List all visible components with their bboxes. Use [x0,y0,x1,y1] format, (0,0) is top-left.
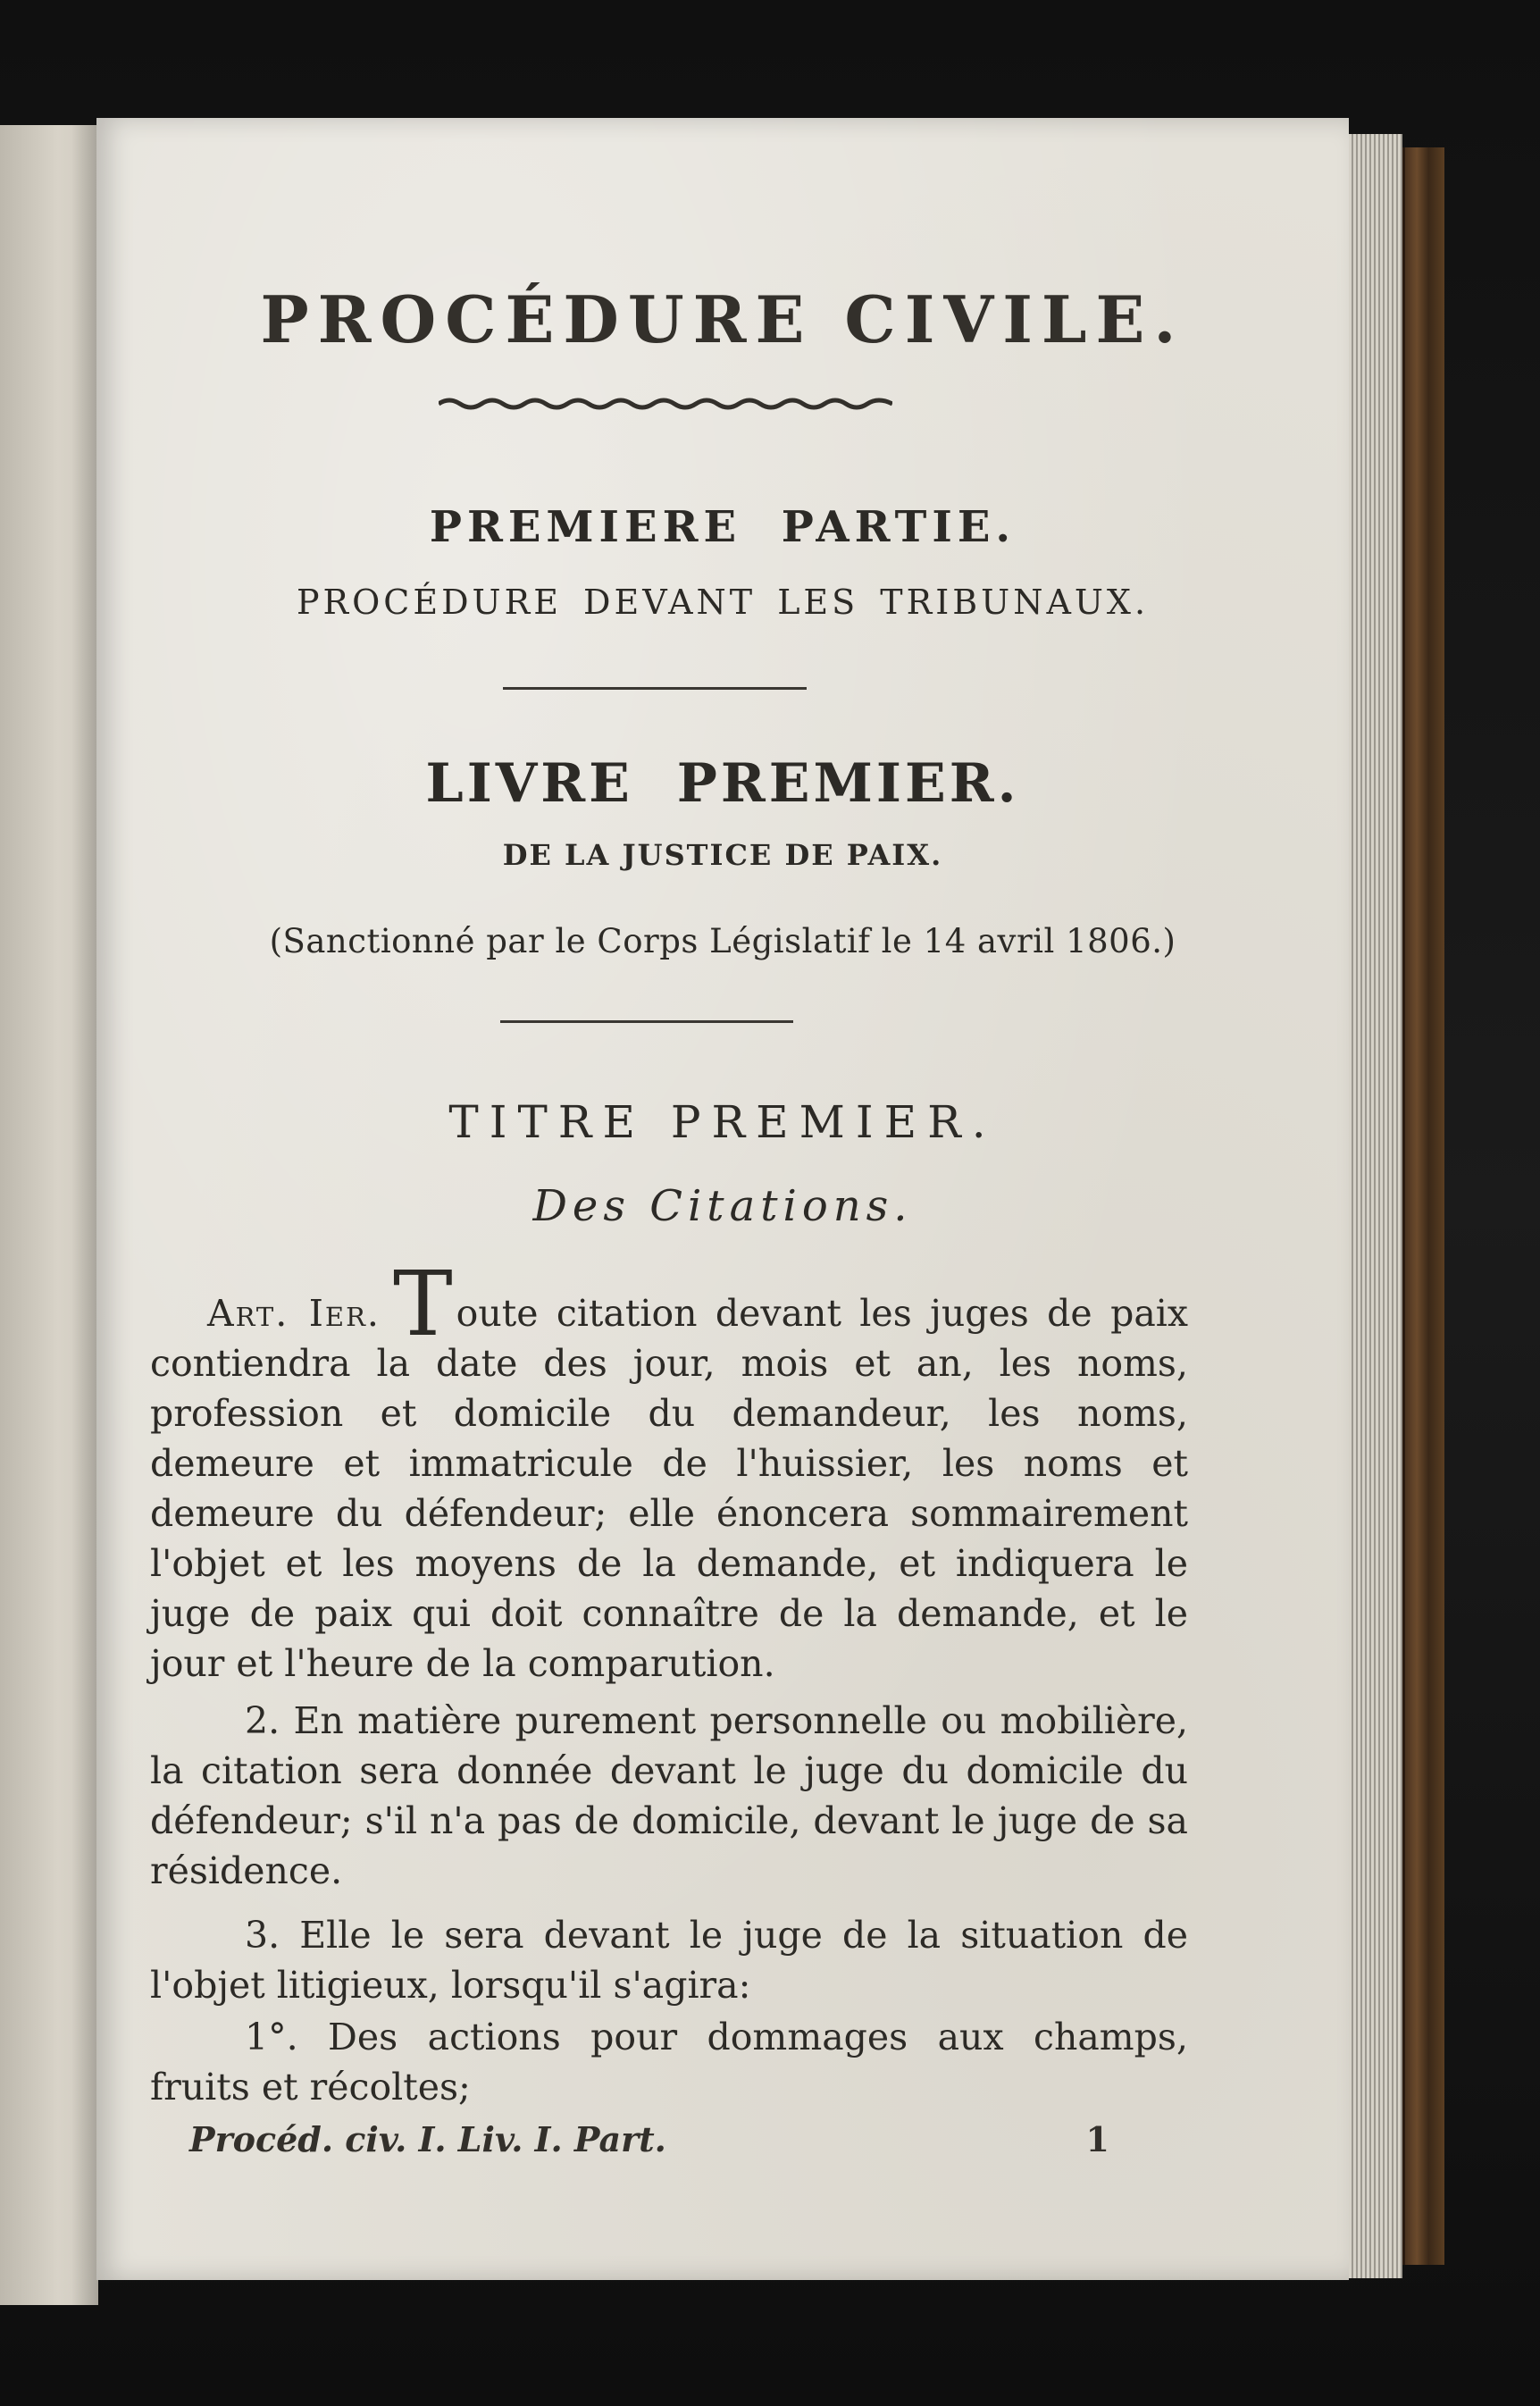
page-number: 1 [1085,2119,1109,2159]
left-page-edge [0,125,98,2305]
page-footer [189,2119,1109,2159]
main-title: PROCÉDURE CIVILE. [260,281,1185,357]
article-2: 2. En matière purement personnelle ou mobilière, la citation sera donnée devant le juge du domicile du défendeur; s'il n'a pas de domicile, devant le juge de sa résidence. [150,1699,1188,1892]
article-1-text: oute citation devant les juges de paix contiendra la date des jour, mois et an, les noms, profession et domicile du demandeur, les noms, demeure et immatricule de l'huissier, les noms et demeure du défendeur; elle énoncera sommairement l'objet et les moyens de la demande, et indiquera le juge de paix qui doit connaître de la demande, et le jour et l'heure de la comparution. [150,1292,1188,1685]
article-3-item-1: 1°. Des actions pour dommages aux champs, fruits et récoltes; [150,2016,1188,2108]
page-content [96,118,1349,2280]
article-1 [150,1252,1188,1689]
ornamental-rule [439,397,892,411]
article-label: Art. Ier. [207,1292,381,1335]
book-title: LIVRE PREMIER. [425,752,1020,815]
drop-cap: T [392,1252,453,1356]
divider-rule [500,1020,793,1023]
titre-heading: TITRE PREMIER. [448,1096,997,1148]
part-title: PREMIERE PARTIE. [429,502,1017,552]
divider-rule [503,687,807,690]
signature-mark: Procéd. civ. I. Liv. I. Part. [189,2119,666,2159]
book-cover-edge [1402,147,1444,2265]
titre-subtitle: Des Citations. [532,1181,913,1231]
sanction-note: (Sanctionné par le Corps Législatif le 14 avril 1806.) [269,922,1176,960]
article-3: 3. Elle le sera devant le juge de la situation de l'objet litigieux, lorsqu'il s'agira: [150,1914,1188,2007]
page-edges [1349,134,1402,2278]
book-subtitle: DE LA JUSTICE DE PAIX. [502,838,943,872]
part-subtitle: PROCÉDURE DEVANT LES TRIBUNAUX. [296,583,1150,622]
